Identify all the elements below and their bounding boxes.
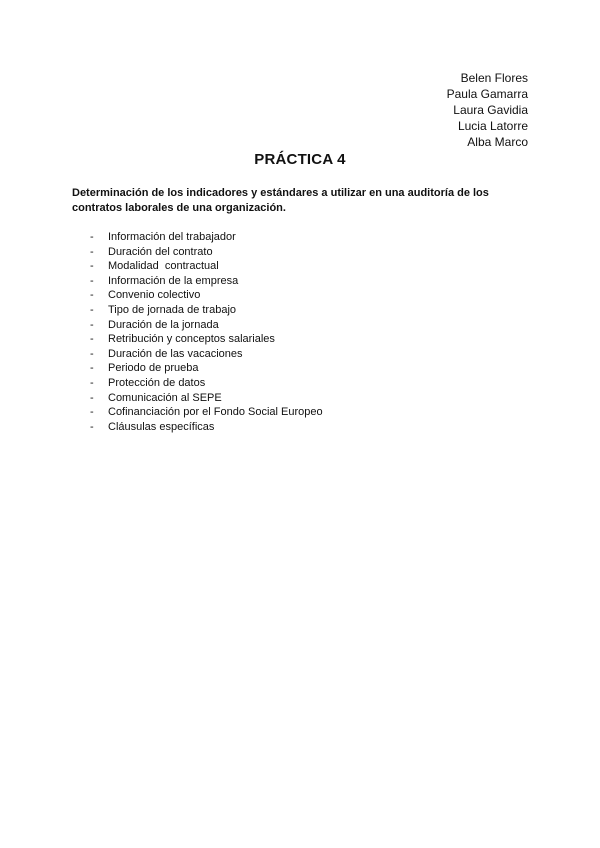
bullet-dash: - — [90, 333, 94, 346]
bullet-dash: - — [90, 376, 94, 389]
author-name: Alba Marco — [467, 135, 528, 149]
list-item — [90, 332, 323, 347]
author-name: Lucia Latorre — [457, 119, 528, 133]
list-item-label: Modalidad contractual — [108, 260, 219, 273]
bullet-dash: - — [90, 347, 94, 360]
list-item — [90, 245, 323, 260]
bullet-dash: - — [90, 391, 94, 404]
indicator-list — [90, 230, 323, 434]
bullet-dash: - — [90, 303, 94, 316]
list-item — [90, 391, 323, 406]
list-item — [90, 420, 323, 435]
list-item — [90, 259, 323, 274]
list-item — [90, 361, 323, 376]
list-item-label: Duración de las vacaciones — [108, 347, 243, 360]
author-name: Belen Flores — [460, 71, 528, 85]
bullet-dash: - — [90, 318, 94, 331]
author-name: Paula Gamarra — [446, 87, 528, 101]
list-item — [90, 318, 323, 333]
bullet-dash: - — [90, 274, 94, 287]
list-item — [90, 274, 323, 289]
list-item — [90, 347, 323, 362]
list-item — [90, 376, 323, 391]
list-item — [90, 230, 323, 245]
author-list — [447, 70, 528, 150]
list-item-label: Retribución y conceptos salariales — [108, 333, 275, 346]
bullet-dash: - — [90, 362, 94, 375]
list-item-label: Cláusulas específicas — [108, 420, 215, 433]
list-item-label: Comunicación al SEPE — [108, 391, 222, 404]
list-item-label: Información del trabajador — [108, 231, 236, 243]
list-item-label: Duración de la jornada — [108, 318, 219, 331]
list-item-label: Periodo de prueba — [108, 362, 199, 375]
list-item-label: Cofinanciación por el Fondo Social Europeo — [108, 406, 323, 419]
bullet-dash: - — [90, 231, 94, 243]
list-item-label: Tipo de jornada de trabajo — [108, 303, 237, 316]
bullet-dash: - — [90, 260, 94, 273]
bullet-dash: - — [90, 420, 94, 433]
bullet-dash: - — [90, 406, 94, 419]
document-subtitle: Determinación de los indicadores y estándares a utilizar en una auditoría de los contratos laborales de una organización. — [72, 187, 489, 214]
list-item — [90, 405, 323, 420]
document-title: PRÁCTICA 4 — [254, 151, 346, 168]
list-item-label: Información de la empresa — [108, 274, 239, 287]
bullet-dash: - — [90, 245, 94, 258]
author-name: Laura Gavidia — [453, 103, 528, 117]
bullet-dash: - — [90, 289, 94, 302]
list-item-label: Protección de datos — [108, 376, 206, 389]
list-item-label: Duración del contrato — [108, 245, 213, 258]
list-item — [90, 288, 323, 303]
list-item-label: Convenio colectivo — [108, 289, 201, 302]
list-item — [90, 303, 323, 318]
